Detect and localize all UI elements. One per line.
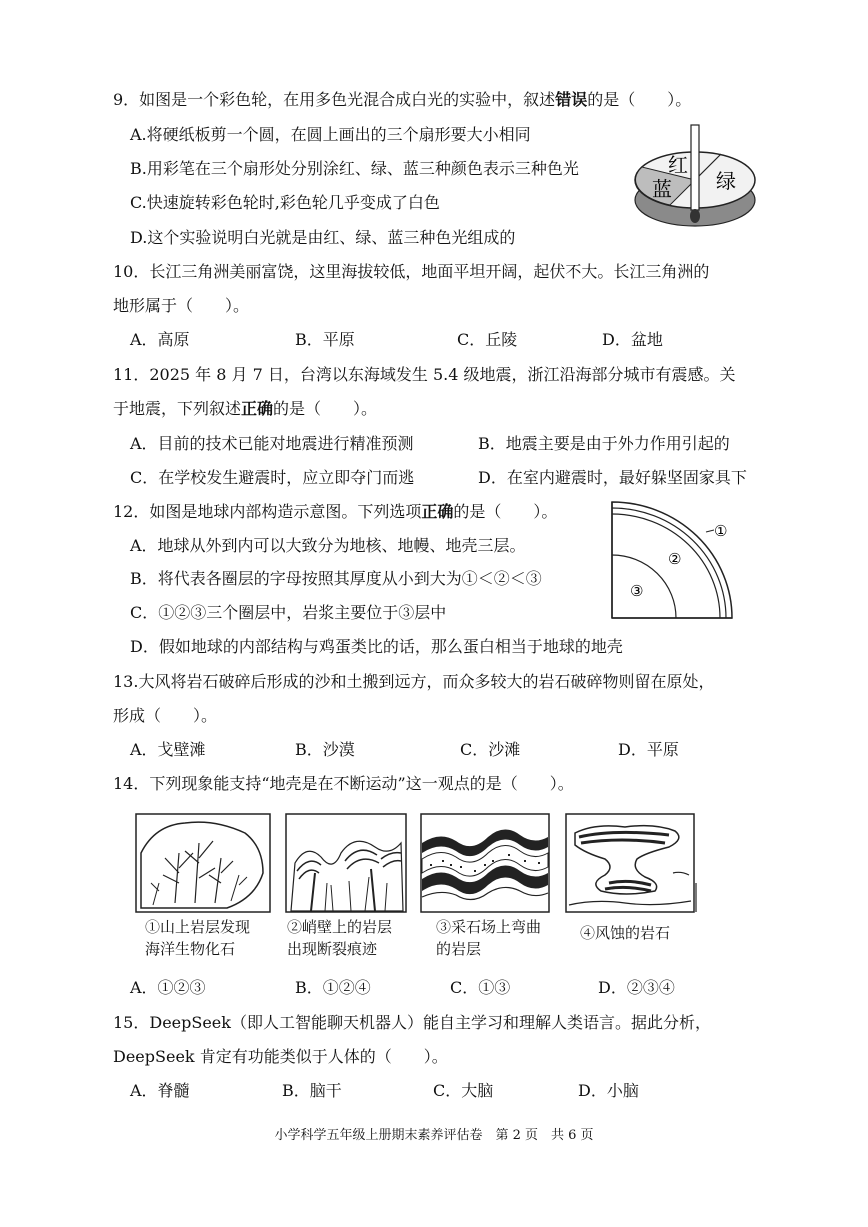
caption-1-line2: 海洋生物化石 bbox=[145, 940, 236, 958]
q9-option-c: C.快速旋转彩色轮时,彩色轮几乎变成了白色 bbox=[130, 193, 440, 212]
q15-option-c: C．大脑 bbox=[433, 1081, 494, 1100]
q10-stem-line2: 地形属于（ ）。 bbox=[113, 296, 250, 315]
q13-option-b: B．沙漠 bbox=[295, 740, 355, 759]
q13-option-a: A．戈壁滩 bbox=[130, 740, 206, 759]
q14-option-c: C．①③ bbox=[450, 978, 511, 997]
caption-1-line1: ①山上岩层发现 bbox=[145, 918, 251, 936]
caption-3-line2: 的岩层 bbox=[436, 940, 482, 958]
q11-option-d: D．在室内避震时，最好躲坚固家具下 bbox=[478, 468, 747, 487]
q11-stem-line1: 11．2025 年 8 月 7 日，台湾以东海域发生 5.4 级地震，浙江沿海部分城市有震感。关 bbox=[113, 365, 736, 384]
q12-stem-tail: 的是（ ）。 bbox=[453, 502, 558, 521]
picture-fossil bbox=[135, 813, 271, 913]
q9-option-a: A.将硬纸板剪一个圆，在圆上画出的三个扇形要大小相同 bbox=[130, 125, 531, 144]
q10-option-d: D．盆地 bbox=[602, 330, 663, 349]
q11-option-b: B．地震主要是由于外力作用引起的 bbox=[478, 434, 730, 453]
q11-option-a: A．目前的技术已能对地震进行精准预测 bbox=[130, 434, 414, 453]
q14-stem: 14．下列现象能支持“地壳是在不断运动”这一观点的是（ ）。 bbox=[113, 774, 574, 793]
q12-option-c: C．①②③三个圈层中，岩浆主要位于③层中 bbox=[130, 603, 447, 622]
color-wheel-figure bbox=[630, 120, 760, 235]
q12-stem bbox=[113, 502, 557, 522]
q14-option-d: D．②③④ bbox=[598, 978, 675, 997]
q14-option-b: B．①②④ bbox=[295, 978, 371, 997]
picture-wind-eroded-rock bbox=[565, 813, 697, 913]
q10-option-b: B．平原 bbox=[295, 330, 355, 349]
q12-option-b: B．将代表各圈层的字母按照其厚度从小到大为①＜②＜③ bbox=[130, 569, 542, 588]
q11-stem-text: 于地震，下列叙述 bbox=[113, 399, 242, 418]
caption-3-line1: ③采石场上弯曲 bbox=[436, 918, 542, 936]
picture-cliff bbox=[285, 813, 407, 913]
wheel-label-red: 红 bbox=[668, 153, 688, 177]
q12-option-d: D．假如地球的内部结构与鸡蛋类比的话，那么蛋白相当于地球的地壳 bbox=[130, 637, 623, 656]
q10-option-c: C．丘陵 bbox=[457, 330, 518, 349]
q13-stem-line1: 13.大风将岩石破碎后形成的沙和土搬到远方，而众多较大的岩石破碎物则留在原处， bbox=[113, 672, 715, 691]
caption-4-line1: ④风蚀的岩石 bbox=[580, 924, 671, 942]
q15-option-d: D．小脑 bbox=[578, 1081, 639, 1100]
q9-stem-text: 9．如图是一个彩色轮，在用多色光混合成白光的实验中，叙述 bbox=[113, 90, 556, 109]
q11-stem-emphasis: 正确 bbox=[241, 399, 274, 418]
wheel-label-blue: 蓝 bbox=[652, 177, 672, 201]
earth-structure-figure bbox=[610, 500, 770, 620]
q15-stem-line2: DeepSeek 肯定有功能类似于人体的（ ）。 bbox=[113, 1047, 448, 1066]
q14-option-a: A．①②③ bbox=[130, 978, 206, 997]
q15-stem-line1: 15．DeepSeek（即人工智能聊天机器人）能自主学习和理解人类语言。据此分析， bbox=[113, 1013, 711, 1032]
earth-label-1: ① bbox=[714, 522, 728, 540]
wheel-label-green: 绿 bbox=[716, 169, 736, 193]
page-footer: 小学科学五年级上册期末素养评估卷 第 2 页 共 6 页 bbox=[274, 1128, 594, 1143]
q15-option-b: B．脑干 bbox=[282, 1081, 342, 1100]
caption-2-line1: ②峭壁上的岩层 bbox=[287, 918, 393, 936]
q9-stem bbox=[113, 90, 691, 110]
earth-label-2: ② bbox=[668, 550, 682, 568]
q10-option-a: A．高原 bbox=[130, 330, 190, 349]
q9-stem-emphasis: 错误 bbox=[555, 90, 588, 109]
q12-stem-emphasis: 正确 bbox=[421, 502, 454, 521]
q12-stem-text: 12．如图是地球内部构造示意图。下列选项 bbox=[113, 502, 422, 521]
q13-stem-line2: 形成（ ）。 bbox=[113, 706, 218, 725]
caption-2-line2: 出现断裂痕迹 bbox=[287, 940, 378, 958]
q13-option-d: D．平原 bbox=[618, 740, 679, 759]
q13-option-c: C．沙滩 bbox=[460, 740, 521, 759]
picture-folded-strata bbox=[420, 813, 550, 913]
q12-option-a: A．地球从外到内可以大致分为地核、地幔、地壳三层。 bbox=[130, 536, 526, 555]
earth-label-3: ③ bbox=[630, 582, 644, 600]
q9-stem-tail: 的是（ ）。 bbox=[587, 90, 692, 109]
q9-option-b: B.用彩笔在三个扇形处分别涂红、绿、蓝三种颜色表示三种色光 bbox=[130, 159, 579, 178]
q11-stem-tail: 的是（ ）。 bbox=[273, 399, 378, 418]
q10-stem-line1: 10．长江三角洲美丽富饶，这里海拔较低，地面平坦开阔，起伏不大。长江三角洲的 bbox=[113, 262, 710, 281]
q9-option-d: D.这个实验说明白光就是由红、绿、蓝三种色光组成的 bbox=[130, 228, 516, 247]
q15-option-a: A．脊髓 bbox=[130, 1081, 190, 1100]
q11-stem-line2 bbox=[113, 399, 377, 419]
q11-option-c: C．在学校发生避震时，应立即夺门而逃 bbox=[130, 468, 415, 487]
